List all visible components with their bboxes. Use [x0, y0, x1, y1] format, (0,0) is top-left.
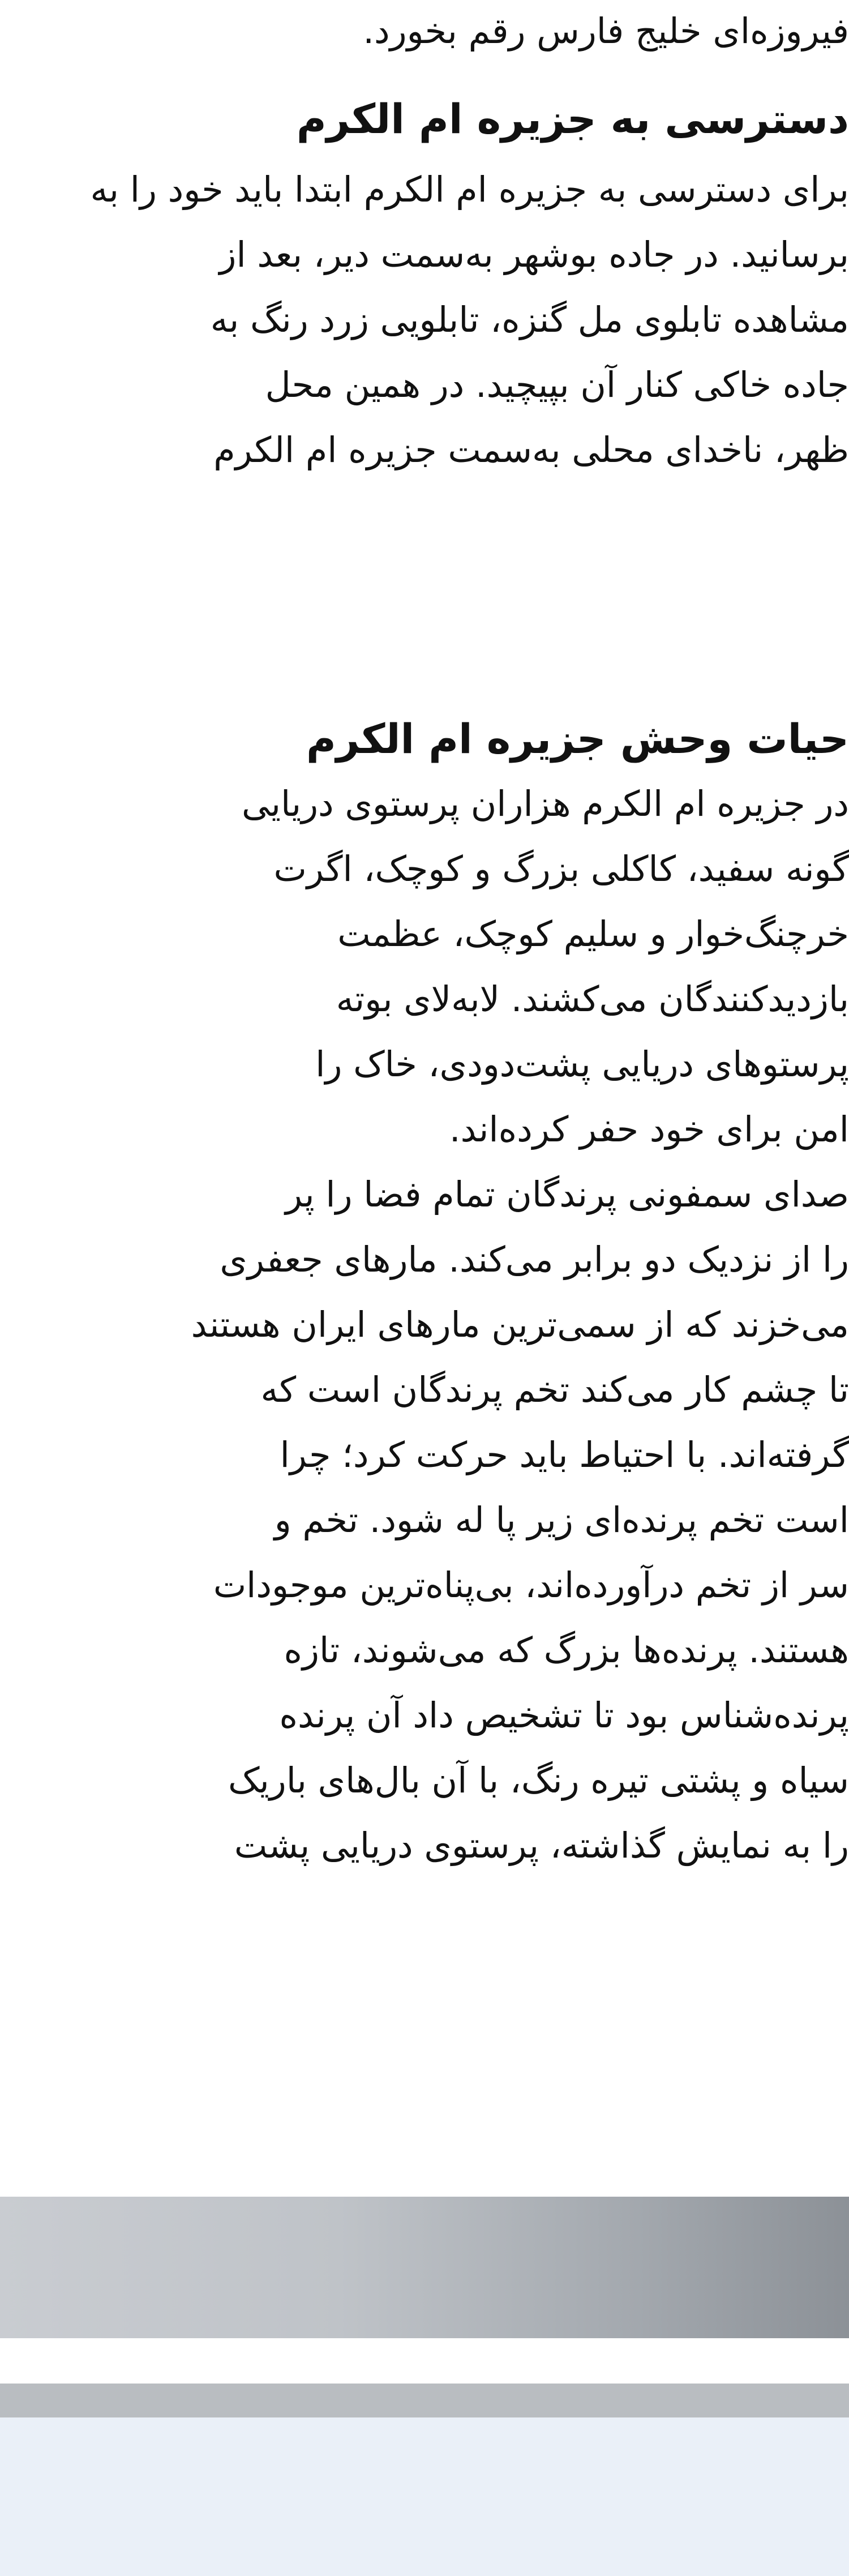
- blank-line: [0, 490, 849, 541]
- text-line: صدای سمفونی پرندگان تمام فضا را پر: [285, 1174, 849, 1215]
- text-line: گرفته‌اند. با احتیاط باید حرکت کرد؛ چرا: [280, 1434, 849, 1475]
- text-line: را به نمایش گذاشته، پرستوی دریایی پشت: [234, 1825, 849, 1866]
- text-line: فیروزه‌ای خلیج فارس رقم بخورد.: [363, 10, 849, 52]
- text-line: است تخم پرنده‌ای زیر پا له شود. تخم و: [274, 1499, 849, 1541]
- text-line: پرستوهای دریایی پشت‌دودی، خاک را: [315, 1043, 849, 1085]
- text-line: خرچنگ‌خوار و سلیم کوچک، عظمت: [337, 913, 849, 955]
- footer-divider-bar: [0, 2384, 849, 2417]
- text-line: می‌خزند که از سمی‌ترین مارهای ایران هستند: [191, 1304, 849, 1345]
- section-heading-wildlife: حیات وحش جزیره ام الکرم: [306, 715, 849, 763]
- gradient-footer-band: [0, 2197, 849, 2338]
- text-line: سر از تخم درآورده‌اند، بی‌پناه‌ترین موجودات: [213, 1564, 849, 1606]
- footer-gap: [0, 2338, 849, 2384]
- text-line: را از نزدیک دو برابر می‌کند. مارهای جعفری: [220, 1239, 849, 1280]
- text-line: در جزیره ام الکرم هزاران پرستوی دریایی: [242, 783, 849, 824]
- text-line: گونه سفید، کاکلی بزرگ و کوچک، اگرت: [273, 848, 849, 889]
- text-line: بازدیدکنندگان می‌کشند. لابه‌لای بوته: [336, 978, 849, 1020]
- section-heading-access: دسترسی به جزیره ام الکرم: [296, 95, 849, 143]
- footer-light-panel: [0, 2417, 849, 2576]
- text-line: تا چشم کار می‌کند تخم پرندگان است که: [260, 1369, 849, 1410]
- text-line: پرنده‌شناس بود تا تشخیص داد آن پرنده: [279, 1694, 849, 1736]
- text-line: برای دسترسی به جزیره ام الکرم ابتدا باید خود را به: [90, 169, 849, 210]
- text-line: سیاه و پشتی تیره رنگ، با آن بال‌های باریک: [228, 1760, 849, 1801]
- text-line: امن برای خود حفر کرده‌اند.: [449, 1109, 849, 1150]
- text-line: هستند. پرنده‌ها بزرگ که می‌شوند، تازه: [284, 1629, 849, 1671]
- text-line: جاده خاکی کنار آن بپیچید. در همین محل: [265, 364, 849, 405]
- text-line: ظهر، ناخدای محلی به‌سمت جزیره ام الکرم: [213, 429, 849, 470]
- text-line: مشاهده تابلوی مل گنزه، تابلویی زرد رنگ به: [210, 299, 849, 340]
- text-line: برسانید. در جاده بوشهر به‌سمت دیر، بعد از: [219, 234, 849, 275]
